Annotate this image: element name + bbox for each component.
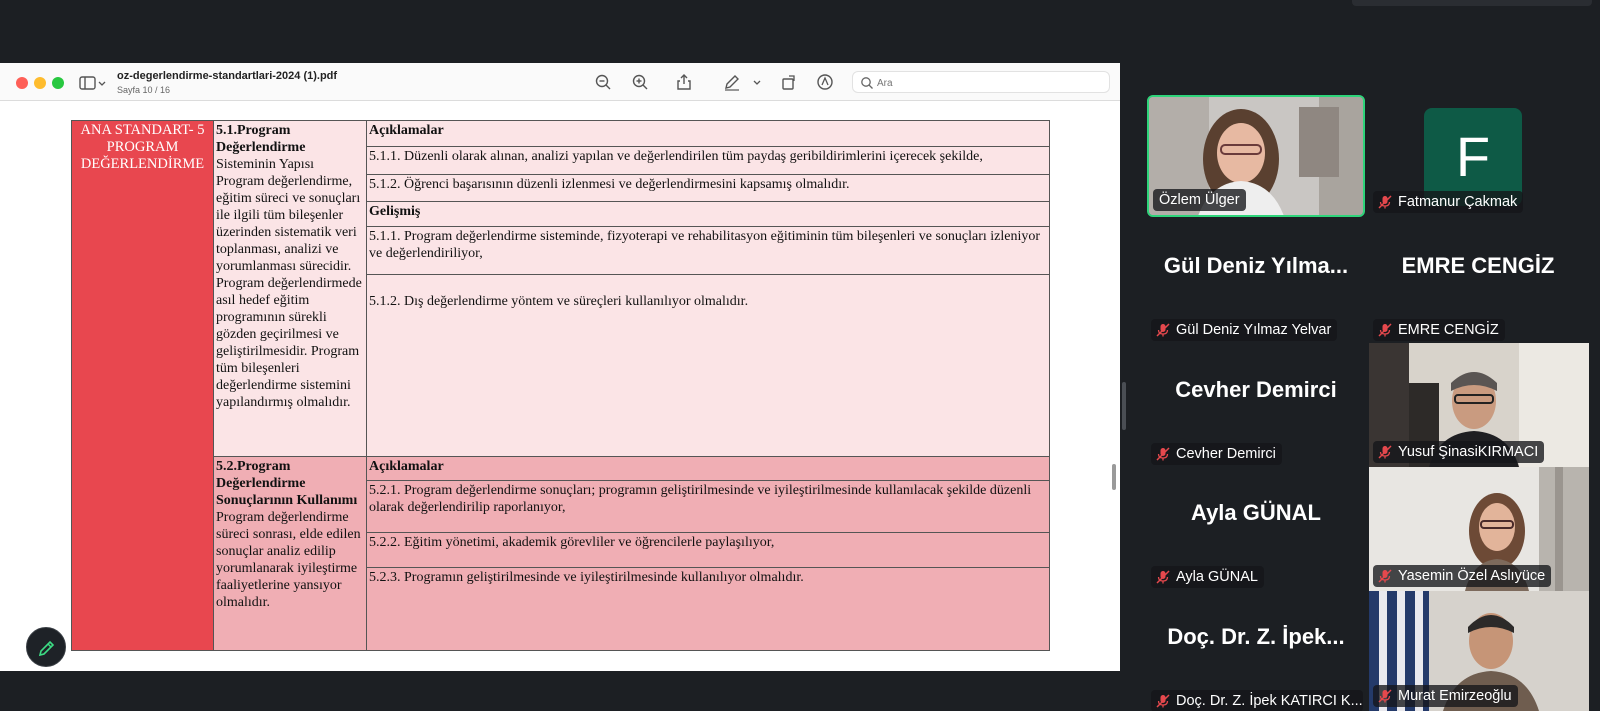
mic-muted-icon	[1155, 569, 1171, 585]
participant-name: Yusuf ŞinasiKIRMACI	[1398, 444, 1539, 460]
participant-name: Doç. Dr. Z. İpek KATIRCI K...	[1176, 693, 1363, 709]
section-description: Sisteminin Yapısı Program değerlendirme, eğitim süreci ve sonuçları ile ilgili tüm bileşenler üzerinden sistematik veri toplanması, analizi ve yorumlanması sürecidir. Program değerlendirmede asıl hedef eğitim programının sürekli gözden geçirilmesi ve geliştirilmesidir. Program tüm bileşenleri değerlendirme sistemini yapılandırmış olmalıdır.	[216, 157, 362, 410]
main-standard-label: ANA STANDART- 5 PROGRAM DEĞERLENDİRME	[80, 122, 205, 172]
mic-muted-icon	[1155, 693, 1171, 709]
participant-name-label	[1373, 685, 1518, 707]
table-row: Açıklamalar	[367, 457, 1050, 481]
participant-name: Gül Deniz Yılmaz Yelvar	[1176, 322, 1332, 338]
section-title-cell	[214, 457, 367, 651]
share-icon	[675, 73, 693, 91]
participant-name-label	[1151, 443, 1282, 465]
document-page[interactable]	[0, 102, 1120, 671]
participant-tile[interactable]	[1147, 347, 1365, 469]
participant-display-name: Doç. Dr. Z. İpek...	[1167, 624, 1345, 649]
zoom-window-button[interactable]	[52, 77, 64, 89]
participant-name: Fatmanur Çakmak	[1398, 194, 1518, 210]
section-title: 5.2.Program Değerlendirme Sonuçlarının Kullanımı	[216, 459, 358, 508]
markup-menu-button[interactable]	[751, 73, 763, 91]
table-row: Açıklamalar	[367, 121, 1050, 147]
close-window-button[interactable]	[16, 77, 28, 89]
participant-tile[interactable]	[1147, 470, 1365, 592]
table-row: 5.2.2. Eğitim yönetimi, akademik görevliler ve öğrencilerle paylaşılıyor,	[367, 533, 1050, 568]
participant-display-name: Cevher Demirci	[1175, 377, 1337, 402]
table-row: Gelişmiş	[367, 202, 1050, 227]
participant-tile[interactable]	[1369, 95, 1587, 217]
zoom-out-icon	[594, 73, 612, 91]
participant-name-label	[1153, 189, 1246, 211]
mic-muted-icon	[1377, 194, 1393, 210]
participant-tile[interactable]	[1369, 467, 1589, 591]
table-row: 5.1.1. Düzenli olarak alınan, analizi yapılan ve değerlendirilen tüm paydaş geribildirimlerini içerecek şekilde,	[367, 147, 1050, 175]
participant-tile[interactable]	[1147, 594, 1365, 711]
table-row: 5.1.2. Dış değerlendirme yöntem ve süreçleri kullanılıyor olmalıdır.	[367, 275, 1050, 457]
annotate-icon	[816, 73, 834, 91]
markup-pen-icon	[723, 73, 741, 91]
section-title-cell	[214, 121, 367, 457]
rotate-button[interactable]	[780, 73, 798, 91]
search-field[interactable]	[852, 71, 1110, 93]
participant-name: Özlem Ülger	[1159, 192, 1240, 208]
participant-display-name: Ayla GÜNAL	[1191, 500, 1321, 525]
mic-muted-icon	[1377, 568, 1393, 584]
table-row: 5.1.1. Program değerlendirme sisteminde, fizyoterapi ve rehabilitasyon eğitiminin tüm bileşenleri ve sonuçları izleniyor ve değerlendiriliyor,	[367, 227, 1050, 275]
participant-name: Ayla GÜNAL	[1176, 569, 1258, 585]
mic-muted-icon	[1377, 688, 1393, 704]
markup-button[interactable]	[723, 73, 741, 91]
main-standard-cell	[72, 121, 214, 651]
search-icon	[860, 76, 874, 90]
pdf-viewer-window	[0, 63, 1120, 671]
participant-name-label	[1373, 319, 1505, 341]
annotate-button[interactable]	[816, 73, 834, 91]
mic-muted-icon	[1155, 322, 1171, 338]
scrollbar-thumb[interactable]	[1112, 464, 1116, 490]
participant-name-label	[1151, 566, 1264, 588]
mic-muted-icon	[1155, 446, 1171, 462]
section-title: 5.1.Program Değerlendirme	[216, 123, 306, 155]
table-row: 5.1.2. Öğrenci başarısının düzenli izlenmesi ve değerlendirmesini kapsamış olmalıdır.	[367, 175, 1050, 202]
participant-name-label	[1373, 565, 1551, 587]
participant-name-label	[1151, 690, 1363, 711]
participant-tile[interactable]	[1369, 591, 1589, 711]
participant-tile[interactable]	[1369, 343, 1589, 467]
participant-name: Murat Emirzeoğlu	[1398, 688, 1512, 704]
minimize-window-button[interactable]	[34, 77, 46, 89]
standards-table	[71, 120, 1050, 651]
participant-tile[interactable]	[1147, 95, 1365, 217]
pencil-icon	[37, 638, 57, 658]
participant-name: EMRE CENGİZ	[1398, 322, 1499, 338]
section-description: Program değerlendirme süreci sonrası, elde edilen sonuçlar analiz edilip yorumlanarak iyileştirme faaliyetlerine yansıyor olmalıdır.	[216, 510, 361, 610]
document-title: oz-degerlendirme-standartlari-2024 (1).pdf	[117, 70, 338, 82]
table-row: 5.2.1. Program değerlendirme sonuçları; programın geliştirilmesinde ve iyileştirilmesinde kullanılacak şekilde düzenli olarak değerlendirilip raporlanıyor,	[367, 481, 1050, 533]
table-row: 5.2.3. Programın geliştirilmesinde ve iyileştirilmesinde kullanılıyor olmalıdır.	[367, 568, 1050, 651]
share-button[interactable]	[675, 73, 693, 91]
zoom-in-button[interactable]	[631, 73, 649, 91]
participant-name-label	[1373, 441, 1544, 463]
chevron-down-icon	[751, 73, 763, 91]
participant-name: Yasemin Özel Aslıyüce	[1398, 568, 1546, 584]
avatar: F	[1424, 108, 1522, 206]
participant-display-name: Gül Deniz Yılma...	[1163, 253, 1349, 278]
sidebar-toggle-button[interactable]	[78, 74, 108, 92]
mic-muted-icon	[1377, 322, 1393, 338]
annotate-pen-button[interactable]	[26, 627, 66, 667]
mic-muted-icon	[1377, 444, 1393, 460]
zoom-in-icon	[631, 73, 649, 91]
participant-name: Cevher Demirci	[1176, 446, 1276, 462]
panel-top-bar	[1352, 0, 1592, 6]
search-input[interactable]	[877, 75, 1103, 91]
panel-resize-handle[interactable]	[1122, 382, 1126, 430]
participant-display-name: EMRE CENGİZ	[1401, 253, 1555, 278]
participant-name-label	[1151, 319, 1337, 341]
zoom-out-button[interactable]	[594, 73, 612, 91]
page-indicator: Sayfa 10 / 16	[117, 85, 171, 95]
participant-name-label	[1373, 191, 1523, 213]
participant-tile[interactable]	[1147, 223, 1365, 345]
participant-tile[interactable]	[1369, 223, 1587, 345]
sidebar-icon	[78, 74, 108, 92]
rotate-icon	[780, 73, 798, 91]
viewer-toolbar	[0, 63, 1120, 101]
